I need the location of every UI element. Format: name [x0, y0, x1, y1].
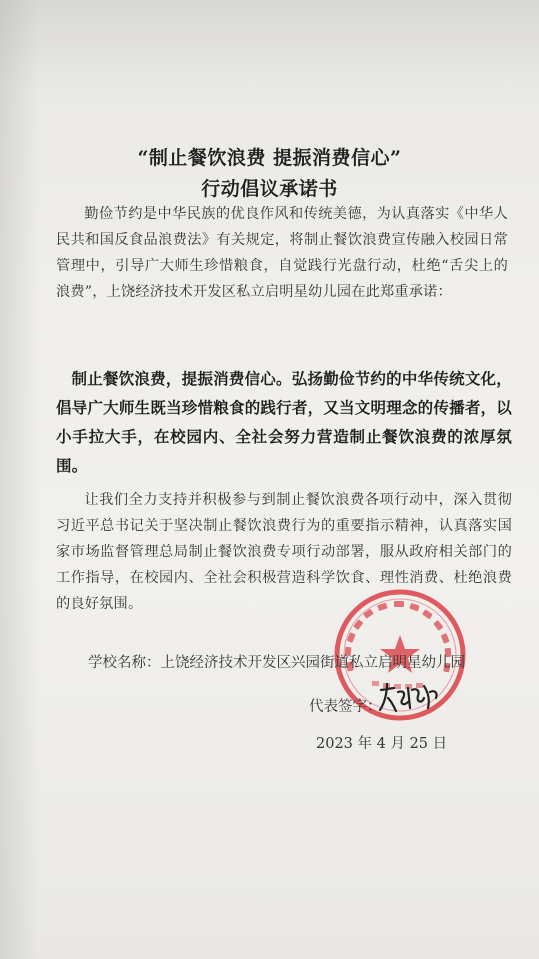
paragraph-intro: 勤俭节约是中华民族的优良作风和传统美德，为认真落实《中华人民共和国反食品浪费法》有关规定，将制止餐饮浪费宣传融入校园日常管理中，引导广大师生珍惜粮食，自觉践行光盘行动，杜绝“舌尖上的浪费”，上饶经济技术开发区私立启明星幼儿园在此郑重承诺：	[56, 206, 508, 300]
representative-signature-label: 代表签字：	[309, 699, 382, 715]
page-shadow-top	[0, 0, 539, 90]
document-subtitle: 行动倡议承诺书	[201, 178, 338, 200]
handwritten-signature	[378, 680, 440, 714]
paragraph-action: 让我们全力支持并积极参与到制止餐饮浪费各项行动中，深入贯彻习近平总书记关于坚决制止餐饮浪费行为的重要指示精神，认真落实国家市场监督管理总局制止餐饮浪费专项行动部署，服从政府相关部门的工作指导，在校园内、全社会积极营造科学饮食、理性消费、杜绝浪费的良好氛围。	[56, 492, 512, 612]
school-name-line: 学校名称：上饶经济技术开发区兴园街道私立启明星幼儿园	[88, 655, 465, 671]
sign-date: 2023 年 4 月 25 日	[316, 736, 448, 752]
document-title: “制止餐饮浪费 提振消费信心”	[137, 147, 402, 169]
paragraph-pledge: 制止餐饮浪费，提振消费信心。弘扬勤俭节约的中华传统文化，倡导广大师生既当珍惜粮食的践行者，又当文明理念的传播者，以小手拉大手，在校园内、全社会努力营造制止餐饮浪费的浓厚氛围。	[56, 369, 512, 475]
